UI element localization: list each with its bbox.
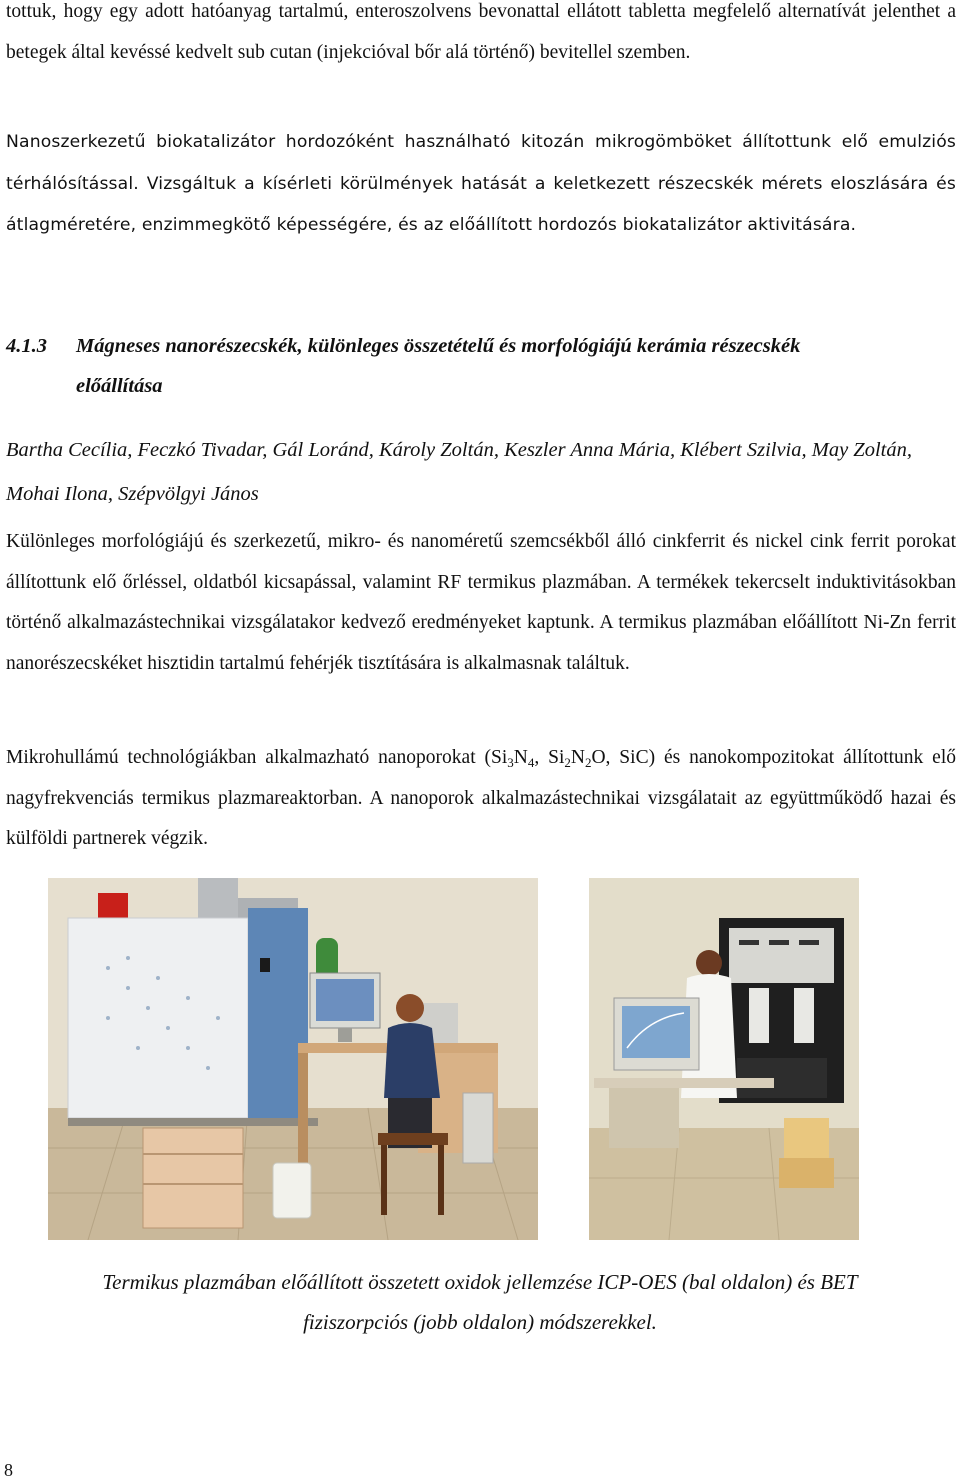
icp-oes-lab-illustration [48, 878, 538, 1240]
chitosan-paragraph [6, 122, 956, 247]
chitosan-text-1: Nanoszerkezetű biokatalizátor hordozóként használható kitozán mikrogömböket állítottunk elő emulziós térhálósítással. [6, 132, 956, 194]
authors: Bartha Cecília, Feczkó Tivadar, Gál Loránd, Károly Zoltán, Keszler Anna Mária, Klébert Szilvia, May Zoltán, Mohai Ilona, Szépvölgyi János [6, 439, 912, 505]
p2-post: O, SiC) és nanokompozitokat állítottunk elő nagyfrekvenciás termikus plazmareaktorban. A nanoporok alkalmazástechnikai vizsgálatait az együttműködő hazai és külföldi partnerek végzik. [6, 747, 956, 849]
p2-n: N [513, 747, 528, 768]
chitosan-text-2: Vizsgáltuk a kísérleti körülmények hatását a keletkezett részecskék mérets eloszlására és átlagméretére, enzimmegkötő képességére, és az előállított hordozós biokatalizátor aktivitására. [6, 173, 956, 235]
p2-sub-2a: 2 [564, 755, 571, 770]
photo-bet-lab [589, 878, 859, 1240]
p2-pre: Mikrohullámú technológiákban alkalmazható nanoporokat (Si [6, 747, 508, 768]
caption-line-1: Termikus plazmában előállított összetett oxidok jellemzése ICP-OES (bal oldalon) és BET [102, 1270, 858, 1294]
bet-lab-illustration [589, 878, 859, 1240]
section-title-line2: előállítása [76, 375, 163, 397]
p2-sub-3: 3 [507, 755, 514, 770]
p2-sub-2b: 2 [584, 755, 592, 770]
p2-sep: , Si [534, 747, 565, 768]
p2-n2: N [570, 747, 585, 768]
body-paragraph-2 [6, 738, 956, 860]
section-heading [6, 326, 946, 406]
page-number: 8 [4, 1460, 13, 1480]
section-title-line1: Mágneses nanorészecskék, különleges összetételű és morfológiájú kerámia részecskék [76, 335, 801, 357]
intro-text: tottuk, hogy egy adott hatóanyag tartalmú, enteroszolvens bevonattal ellátott tabletta megfelelő alternatívát jelenthet a betegek által kevéssé kedvelt sub cutan (injekcióval bőr alá történő) bevitellel szemben. [6, 1, 956, 63]
intro-paragraph [6, 0, 956, 73]
section-number: 4.1.3 [6, 335, 47, 357]
photo-icp-oes-lab [48, 878, 538, 1240]
body-paragraph-1: Különleges morfológiájú és szerkezetű, mikro- és nanoméretű szemcsékből álló cinkferrit és nickel cink ferrit porokat állítottunk elő őrléssel, oldatból kicsapással, valamint RF termikus plazmában. A termékek tekercselt induktivitásokban történő alkalmazástechnikai vizsgálatakor kedvező eredményeket kaptunk. A termikus plazmában előállított Ni-Zn ferrit nanorészecskéket hisztidin tartalmú fehérjék tisztítására is alkalmasnak találtuk. [6, 531, 956, 674]
caption-line-2: fiziszorpciós (jobb oldalon) módszerekkel. [303, 1310, 657, 1334]
figure-caption [40, 1262, 920, 1342]
p2-sub-4: 4 [527, 755, 535, 770]
